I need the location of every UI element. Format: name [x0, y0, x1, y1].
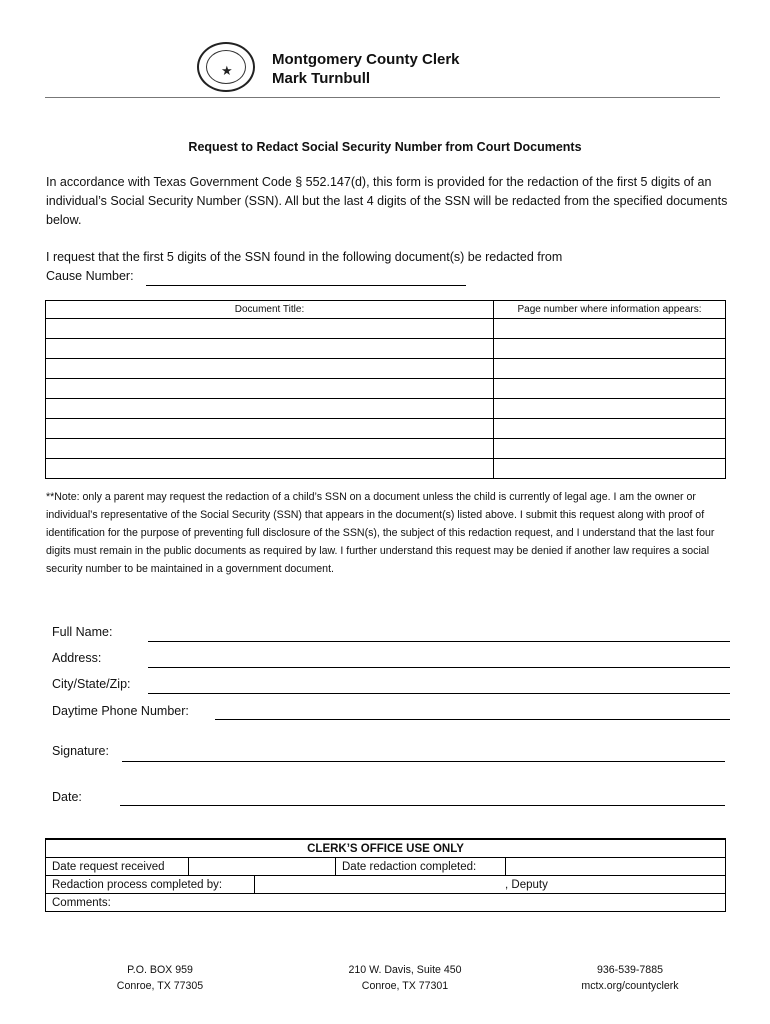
cause-number-field[interactable] [146, 285, 466, 286]
page-number-cell[interactable] [494, 419, 726, 439]
phone-label: Daytime Phone Number: [52, 704, 189, 718]
document-title-cell[interactable] [46, 359, 494, 379]
page-number-cell[interactable] [494, 459, 726, 479]
column-header-document-title: Document Title: [46, 301, 494, 319]
page-number-cell[interactable] [494, 399, 726, 419]
document-title-cell[interactable] [46, 319, 494, 339]
page-number-cell[interactable] [494, 359, 726, 379]
page-number-cell[interactable] [494, 379, 726, 399]
footer-mailing-address [80, 962, 240, 994]
table-row [46, 339, 726, 359]
signature-field[interactable] [122, 761, 725, 762]
clerk-box-title: CLERK’S OFFICE USE ONLY [46, 839, 726, 858]
column-header-page-number: Page number where information appears: [494, 301, 726, 319]
comments-label: Comments: [52, 896, 111, 909]
completed-by-label: Redaction process completed by: [46, 876, 255, 894]
legal-note: **Note: only a parent may request the redaction of a child’s SSN on a document unless the child is currently of legal age. I am the owner or individual’s representative of the Social Security (SSN) that appears in the document(s) listed above. I submit this request along with proof of identification for the purpose of preventing full disclosure of the SSN(s), the subject of this redaction request, and I understand that the last four digits must remain in the public documents as required by law. I further understand this request may be denied if another law requires a social security number to be maintained in a government document. [46, 491, 715, 575]
intro-paragraph: In accordance with Texas Government Code § 552.147(d), this form is provided for the redaction of the first 5 digits of an individual’s Social Security Number (SSN). All but the last 4 digits of the SSN will be redacted from the specified documents below. [46, 175, 728, 227]
table-row [46, 459, 726, 479]
header-divider [45, 97, 720, 98]
footer-phone: 936-539-7885 [597, 964, 663, 976]
page-number-cell[interactable] [494, 339, 726, 359]
footer-website[interactable]: mctx.org/countyclerk [581, 980, 679, 992]
document-title-cell[interactable] [46, 459, 494, 479]
star-icon: ★ [221, 63, 233, 78]
footer-street: 210 W. Davis, Suite 450 [348, 964, 462, 976]
table-row [46, 319, 726, 339]
clerk-use-table [45, 838, 726, 912]
comments-field[interactable] [46, 894, 726, 912]
table-row [46, 379, 726, 399]
city-state-zip-field[interactable] [148, 693, 730, 694]
table-row [46, 439, 726, 459]
table-row [46, 419, 726, 439]
table-header-row [46, 301, 726, 319]
header-title [272, 50, 460, 88]
page-number-cell[interactable] [494, 439, 726, 459]
date-received-label: Date request received [46, 858, 189, 876]
table-row [46, 359, 726, 379]
date-completed-field[interactable] [506, 858, 726, 876]
footer-po-box: P.O. BOX 959 [127, 964, 193, 976]
date-field[interactable] [120, 805, 725, 806]
form-title: Request to Redact Social Security Number from Court Documents [188, 140, 582, 154]
clerk-name: Mark Turnbull [272, 70, 371, 87]
date-completed-label: Date redaction completed: [336, 858, 506, 876]
footer-contact [550, 962, 710, 994]
documents-table [45, 300, 726, 479]
footer-mailing-city: Conroe, TX 77305 [116, 980, 204, 992]
date-received-field[interactable] [189, 858, 336, 876]
document-title-cell[interactable] [46, 339, 494, 359]
phone-field[interactable] [215, 719, 730, 720]
document-title-cell[interactable] [46, 379, 494, 399]
document-title-cell[interactable] [46, 439, 494, 459]
completed-by-field[interactable] [255, 876, 726, 894]
page-number-cell[interactable] [494, 319, 726, 339]
request-line: I request that the first 5 digits of the SSN found in the following document(s) be redacted from [46, 250, 563, 264]
document-title-cell[interactable] [46, 419, 494, 439]
footer-street-address [320, 962, 490, 994]
office-name: Montgomery County Clerk [272, 51, 460, 68]
deputy-label: , Deputy [505, 878, 548, 891]
signature-label: Signature: [52, 744, 109, 758]
full-name-label: Full Name: [52, 625, 113, 639]
full-name-field[interactable] [148, 641, 730, 642]
address-field[interactable] [148, 667, 730, 668]
county-seal-logo [197, 42, 255, 92]
date-label: Date: [52, 790, 82, 804]
document-title-cell[interactable] [46, 399, 494, 419]
table-row [46, 399, 726, 419]
footer-street-city: Conroe, TX 77301 [361, 980, 449, 992]
cause-number-label: Cause Number: [46, 269, 134, 283]
address-label: Address: [52, 651, 102, 665]
city-state-zip-label: City/State/Zip: [52, 677, 131, 691]
